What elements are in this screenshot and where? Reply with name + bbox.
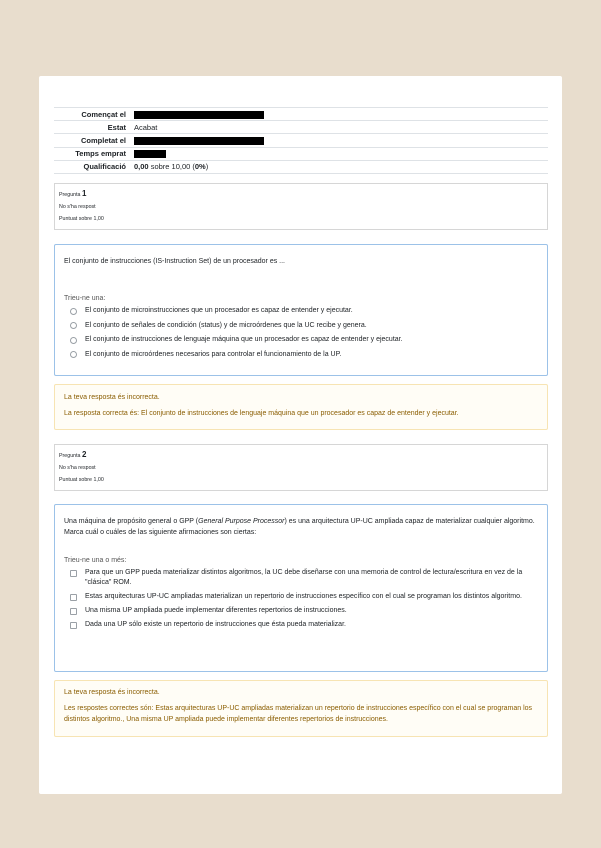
grade-value: 0,00 sobre 10,00 (0%)	[134, 162, 209, 172]
question-2-option[interactable]: Estas arquitecturas UP-UC ampliadas materializan un repertorio de instrucciones específico con el cual se programan los distintos algoritmo.	[64, 592, 538, 602]
summary-row-completed	[54, 134, 548, 147]
question-1-feedback	[54, 384, 548, 430]
time-label: Temps emprat	[75, 149, 126, 159]
redacted-completed-date	[134, 137, 264, 145]
completed-label: Completat el	[80, 135, 126, 145]
question-1-correct-answer: La resposta correcta és: El conjunto de instrucciones de lenguaje máquina que un procesador es capaz de entender y ejecutar.	[64, 410, 459, 417]
question-1-feedback-title: La teva resposta és incorrecta.	[64, 394, 160, 401]
question-2-correct-answers: Les respostes correctes són: Estas arquitecturas UP-UC ampliadas materializan un repertorio de instrucciones específico con el cual se programan los distintos algoritmo., Una misma UP ampliada puede implementar diferentes repertorios de instrucciones.	[64, 705, 533, 723]
state-value: Acabat	[134, 122, 158, 132]
started-label: Començat el	[81, 109, 126, 119]
question-2-feedback-title: La teva resposta és incorrecta.	[64, 689, 160, 696]
question-1-number: Pregunta 1	[59, 189, 87, 198]
question-2-text: Una máquina de propósito general o GPP (General Purpose Processor) es una arquitectura UP-UC ampliada capaz de materializar cualquier algoritmo. Marca cuál o cuáles de las siguiente afirmaciones son ciertas:	[64, 518, 535, 536]
question-2-number: Pregunta 2	[59, 450, 87, 459]
question-1-content	[54, 244, 548, 376]
question-2-content	[54, 504, 548, 672]
question-2-option[interactable]: Dada una UP sólo existe un repertorio de instrucciones que ésta pueda materializar.	[64, 620, 538, 630]
question-1-option[interactable]: El conjunto de señales de condición (status) y de microórdenes que la UC recibe y genera.	[64, 321, 538, 331]
radio-button[interactable]	[70, 351, 77, 358]
question-1-points: Puntuat sobre 1,00	[59, 216, 104, 222]
question-2-points: Puntuat sobre 1,00	[59, 477, 104, 483]
summary-row-grade	[54, 160, 548, 173]
question-2-option[interactable]: Una misma UP ampliada puede implementar diferentes repertorios de instrucciones.	[64, 606, 538, 616]
summary-row-time	[54, 147, 548, 160]
question-2-info	[54, 444, 548, 491]
quiz-review-page	[39, 76, 562, 794]
question-1-option[interactable]: El conjunto de microórdenes necesarios para controlar el funcionamiento de la UP.	[64, 350, 538, 360]
checkbox[interactable]	[70, 594, 77, 601]
summary-row-started	[54, 108, 548, 121]
redacted-time-taken	[134, 150, 166, 158]
radio-button[interactable]	[70, 308, 77, 315]
question-2-feedback	[54, 680, 548, 737]
attempt-summary-table	[54, 107, 548, 174]
question-2-option[interactable]: Para que un GPP pueda materializar distintos algoritmos, la UC debe diseñarse con una memoria de control de lectura/escritura en vez de la "clásica" ROM.	[64, 568, 538, 588]
question-1-prompt: Trieu-ne una:	[64, 295, 106, 302]
radio-button[interactable]	[70, 337, 77, 344]
question-1-option[interactable]: El conjunto de microinstrucciones que un procesador es capaz de entender y ejecutar.	[64, 306, 538, 316]
question-1-info	[54, 183, 548, 230]
checkbox[interactable]	[70, 622, 77, 629]
checkbox[interactable]	[70, 608, 77, 615]
summary-row-state	[54, 121, 548, 134]
question-1-text: El conjunto de instrucciones (IS-Instruction Set) de un procesador es ...	[64, 258, 286, 265]
grade-label: Qualificació	[83, 162, 126, 172]
redacted-started-date	[134, 111, 264, 119]
question-2-prompt: Trieu-ne una o més:	[64, 557, 127, 564]
state-label: Estat	[107, 122, 126, 132]
radio-button[interactable]	[70, 322, 77, 329]
question-1-option[interactable]: El conjunto de instrucciones de lenguaje máquina que un procesador es capaz de entender y ejecutar.	[64, 335, 538, 345]
checkbox[interactable]	[70, 570, 77, 577]
question-1-status: No s'ha respost	[59, 204, 96, 210]
question-2-status: No s'ha respost	[59, 465, 96, 471]
